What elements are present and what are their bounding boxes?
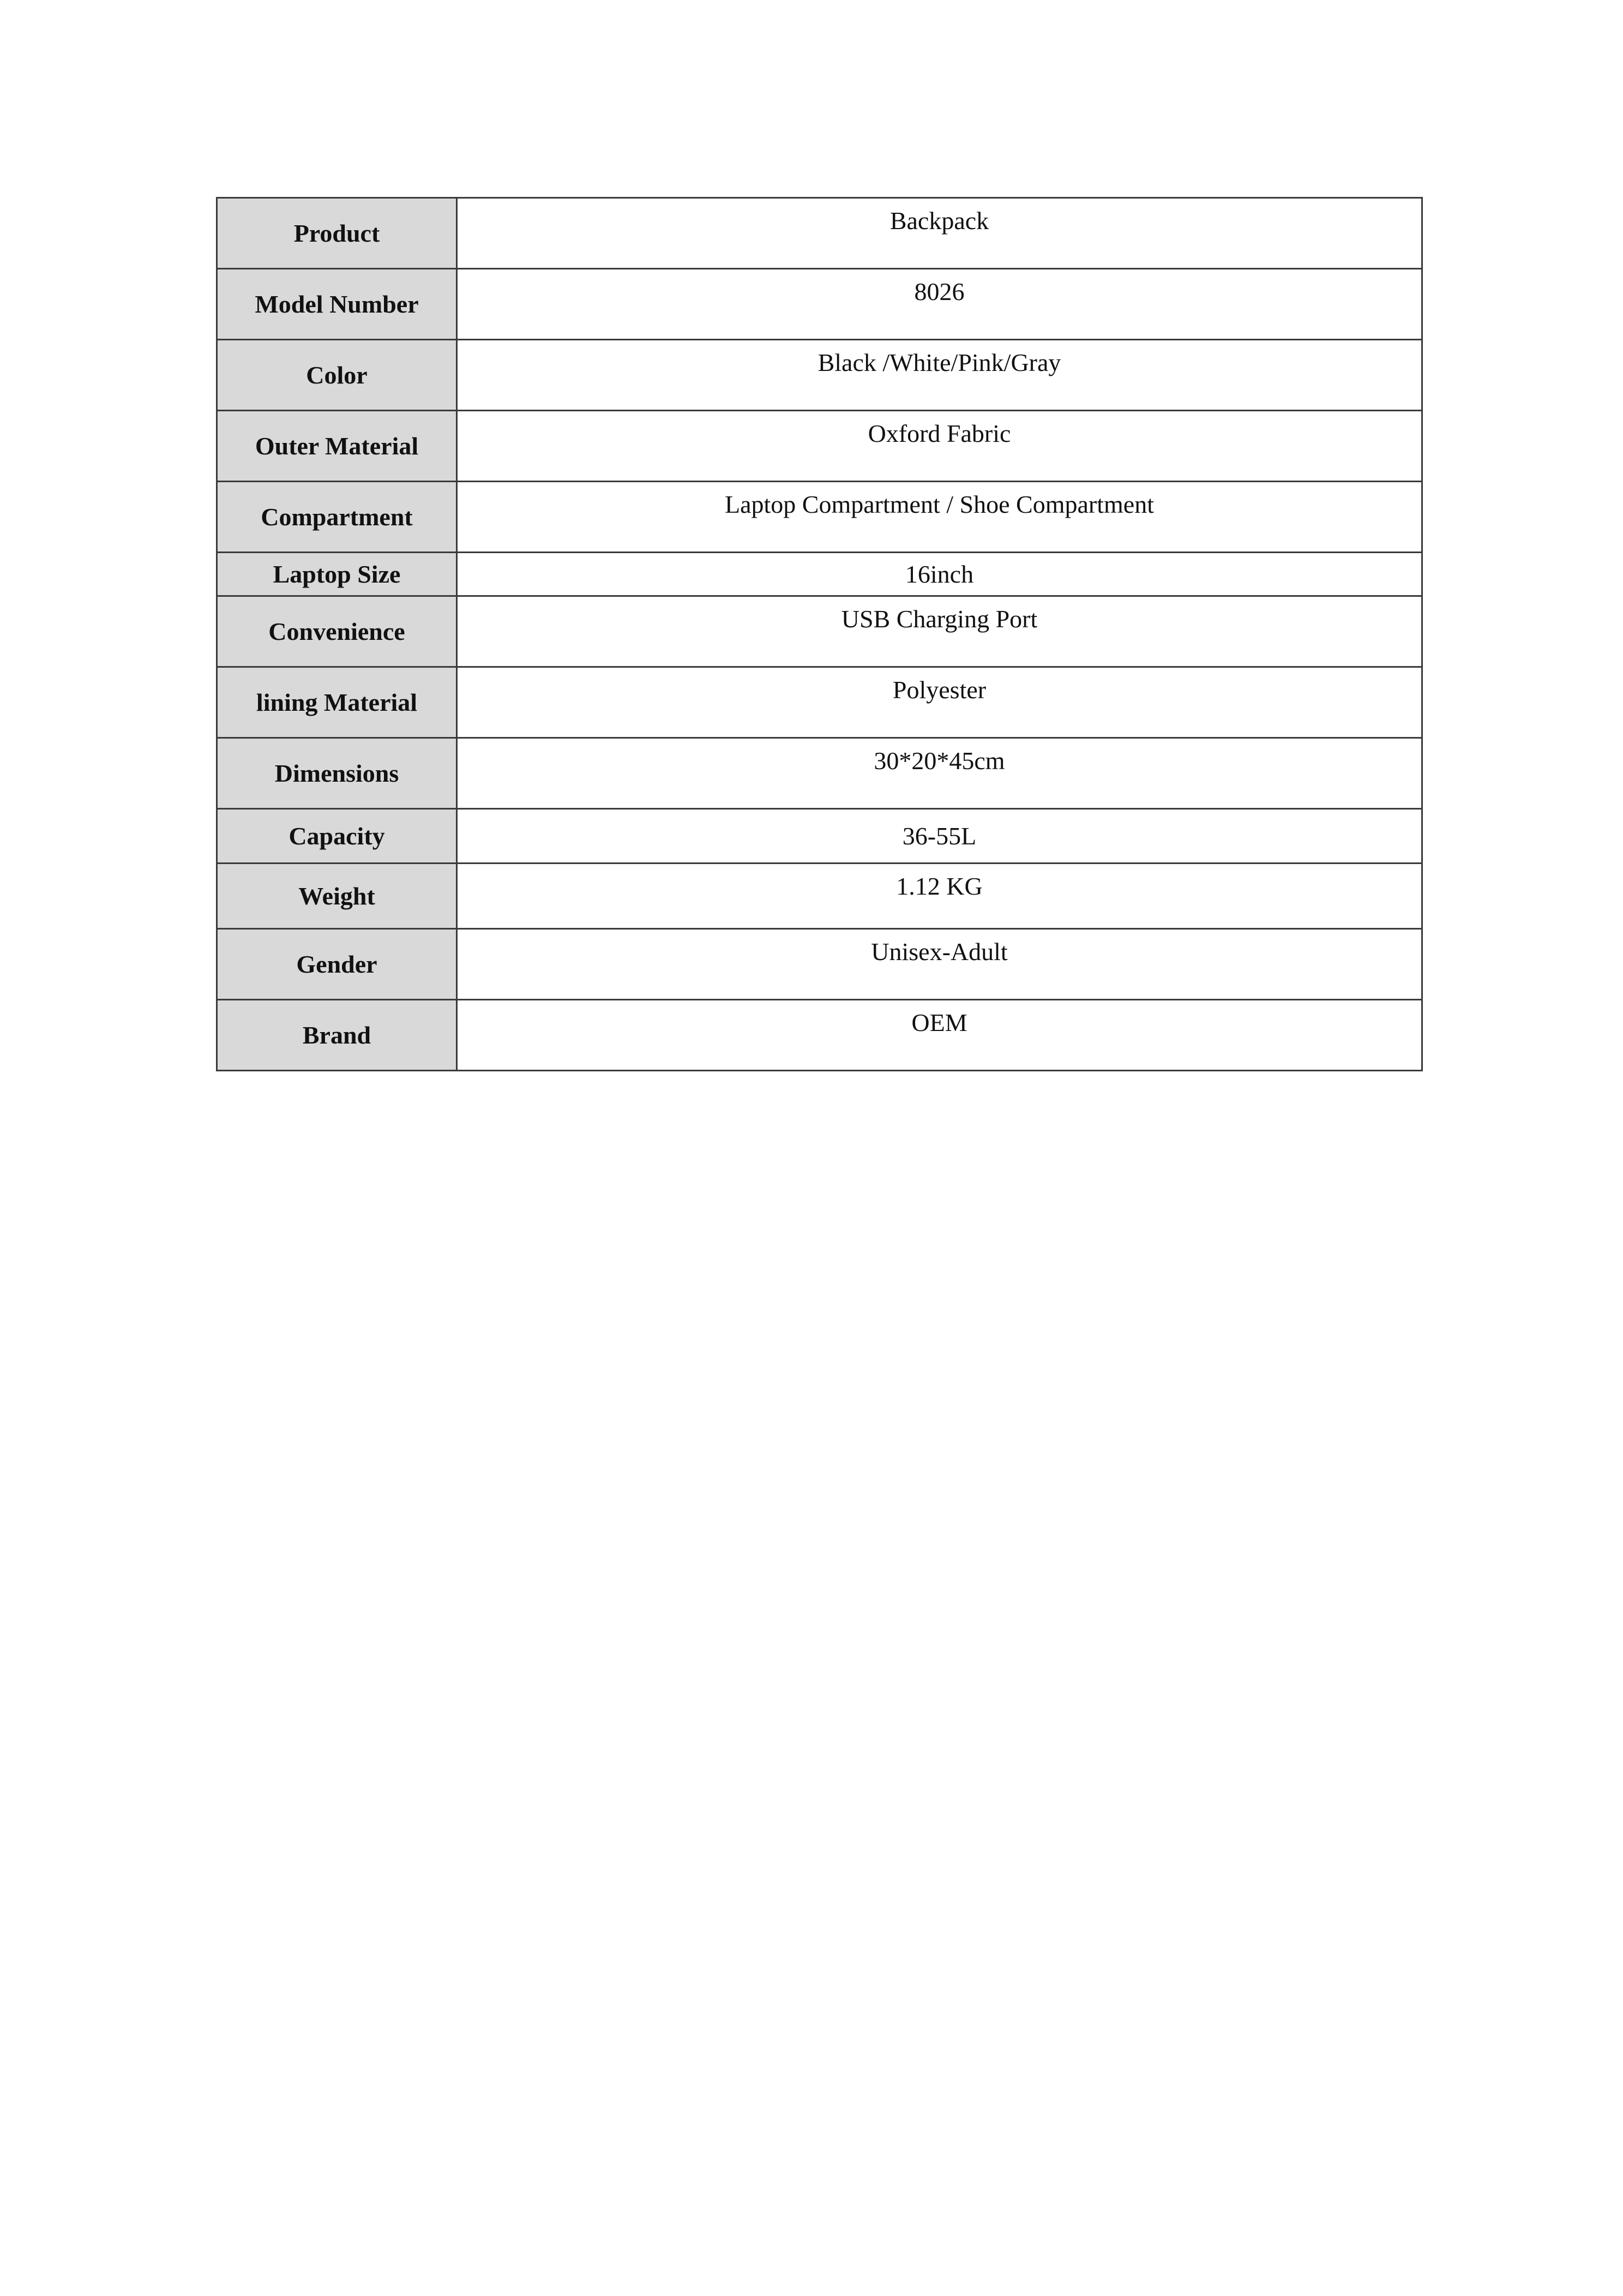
row-label: Laptop Size — [217, 553, 457, 596]
table-row — [217, 340, 1422, 411]
table-row — [217, 667, 1422, 738]
row-value: Laptop Compartment / Shoe Compartment — [457, 482, 1422, 553]
row-value: 30*20*45cm — [457, 738, 1422, 809]
table-row — [217, 1000, 1422, 1071]
row-value: 16inch — [457, 553, 1422, 596]
row-label: Product — [217, 198, 457, 269]
row-label: Dimensions — [217, 738, 457, 809]
table-row — [217, 269, 1422, 340]
row-value: 1.12 KG — [457, 864, 1422, 929]
product-spec-table — [216, 197, 1423, 1071]
row-value: 8026 — [457, 269, 1422, 340]
row-value: USB Charging Port — [457, 596, 1422, 667]
row-label: Convenience — [217, 596, 457, 667]
row-value: Unisex-Adult — [457, 929, 1422, 1000]
table-row — [217, 929, 1422, 1000]
row-label: Compartment — [217, 482, 457, 553]
row-label: Outer Material — [217, 411, 457, 482]
table-row — [217, 738, 1422, 809]
table-row — [217, 596, 1422, 667]
row-label: Color — [217, 340, 457, 411]
row-value: Backpack — [457, 198, 1422, 269]
table-row — [217, 553, 1422, 596]
row-value: Oxford Fabric — [457, 411, 1422, 482]
row-label: Capacity — [217, 809, 457, 864]
table-row — [217, 809, 1422, 864]
table-row — [217, 198, 1422, 269]
row-value: Polyester — [457, 667, 1422, 738]
table-row — [217, 864, 1422, 929]
row-label: Gender — [217, 929, 457, 1000]
row-value: 36-55L — [457, 809, 1422, 864]
table-row — [217, 482, 1422, 553]
row-value: OEM — [457, 1000, 1422, 1071]
table-row — [217, 411, 1422, 482]
row-label: lining Material — [217, 667, 457, 738]
row-label: Model Number — [217, 269, 457, 340]
row-label: Brand — [217, 1000, 457, 1071]
row-label: Weight — [217, 864, 457, 929]
row-value: Black /White/Pink/Gray — [457, 340, 1422, 411]
